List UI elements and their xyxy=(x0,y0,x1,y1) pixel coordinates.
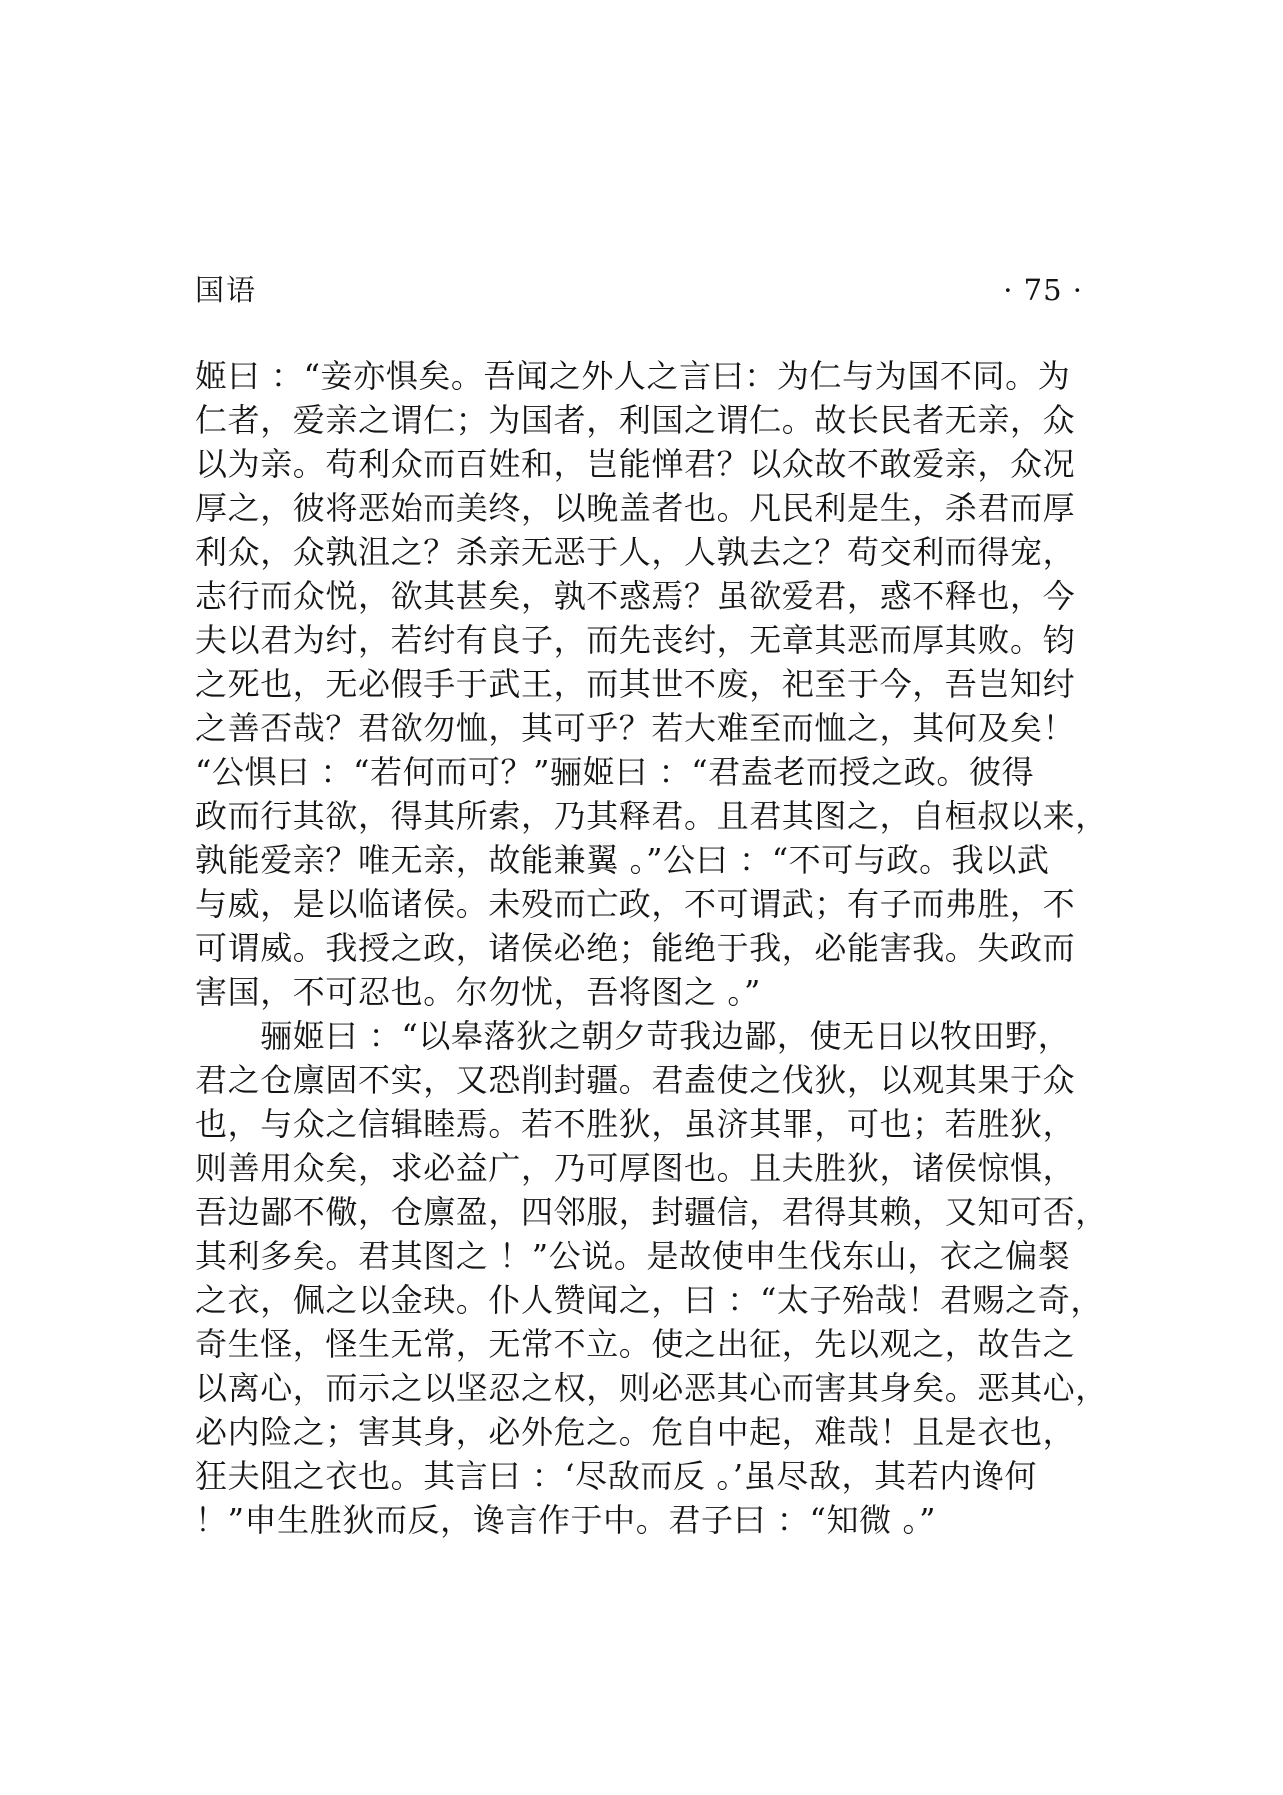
page-number: · 75 · xyxy=(1003,273,1083,307)
text-line: 君之仓廪固不实，又恐削封疆。君盍使之伐狄，以观其果于众 xyxy=(195,1061,1076,1099)
text-line: 必内险之；害其身，必外危之。危自中起，难哉！且是衣也， xyxy=(195,1413,1076,1451)
text-line: 骊姬曰 ：“以皋落狄之朝夕苛我边鄙，使无日以牧田野， xyxy=(195,1017,1071,1055)
text-line: 夫以君为纣，若纣有良子，而先丧纣，无章其恶而厚其败。钧 xyxy=(195,621,1076,659)
text-line: 厚之，彼将恶始而美终，以晚盖者也。凡民利是生，杀君而厚 xyxy=(195,489,1076,527)
text-line: 以离心，而示之以坚忍之权，则必恶其心而害其身矣。恶其心， xyxy=(195,1369,1108,1407)
text-line: “公惧曰 ：“若何而可？”骊姬曰 ：“君盍老而授之政。彼得 xyxy=(195,753,1035,791)
text-line: 之衣，佩之以金玦。仆人赞闻之，曰 ：“太子殆哉！君赐之奇， xyxy=(195,1281,1103,1319)
text-line: 也，与众之信辑睦焉。若不胜狄，虽济其罪，可也；若胜狄， xyxy=(195,1105,1076,1143)
text-body xyxy=(195,354,1115,1542)
text-line: 政而行其欲，得其所索，乃其释君。且君其图之，自桓叔以来， xyxy=(195,797,1108,835)
text-line: 则善用众矣，求必益广，乃可厚图也。且夫胜狄，诸侯惊惧， xyxy=(195,1149,1076,1187)
text-line: 害国，不可忍也。尔勿忧，吾将图之 。” xyxy=(195,973,761,1011)
text-line: 利众，众孰沮之？杀亲无恶于人，人孰去之？苟交利而得宠， xyxy=(195,533,1076,571)
text-line: 志行而众悦，欲其甚矣，孰不惑焉？虽欲爱君，惑不释也，今 xyxy=(195,577,1076,615)
text-line: 狂夫阻之衣也。其言曰 ：‘尽敌而反 。’虽尽敌，其若内谗何 xyxy=(195,1457,1038,1495)
text-line: 与威，是以临诸侯。未殁而亡政，不可谓武；有子而弗胜，不 xyxy=(195,885,1076,923)
text-line: 吾边鄙不儆，仓廪盈，四邻服，封疆信，君得其赖，又知可否， xyxy=(195,1193,1108,1231)
text-line: ！”申生胜狄而反，谗言作于中。君子曰 ：“知微 。” xyxy=(195,1501,937,1539)
text-line: 以为亲。苟利众而百姓和，岂能惮君？以众故不敢爱亲，众况 xyxy=(195,445,1076,483)
text-line: 可谓威。我授之政，诸侯必绝；能绝于我，必能害我。失政而 xyxy=(195,929,1076,967)
text-line: 姬曰 ：“妾亦惧矣。吾闻之外人之言曰：为仁与为国不同。为 xyxy=(195,357,1071,395)
text-line: 仁者，爱亲之谓仁；为国者，利国之谓仁。故长民者无亲，众 xyxy=(195,401,1076,439)
text-line: 之善否哉？君欲勿恤，其可乎？若大难至而恤之，其何及矣！ xyxy=(195,709,1076,747)
book-title: 国语 xyxy=(195,273,258,307)
running-header xyxy=(195,268,1083,312)
text-line: 其利多矣。君其图之 ！”公说。是故使申生伐东山，衣之偏裻 xyxy=(195,1237,1071,1275)
text-line: 奇生怪，怪生无常，无常不立。使之出征，先以观之，故告之 xyxy=(195,1325,1076,1363)
text-line: 之死也，无必假手于武王，而其世不废，祀至于今，吾岂知纣 xyxy=(195,665,1076,703)
text-line: 孰能爱亲？唯无亲，故能兼翼 。”公曰 ：“不可与政。我以武 xyxy=(195,841,1050,879)
